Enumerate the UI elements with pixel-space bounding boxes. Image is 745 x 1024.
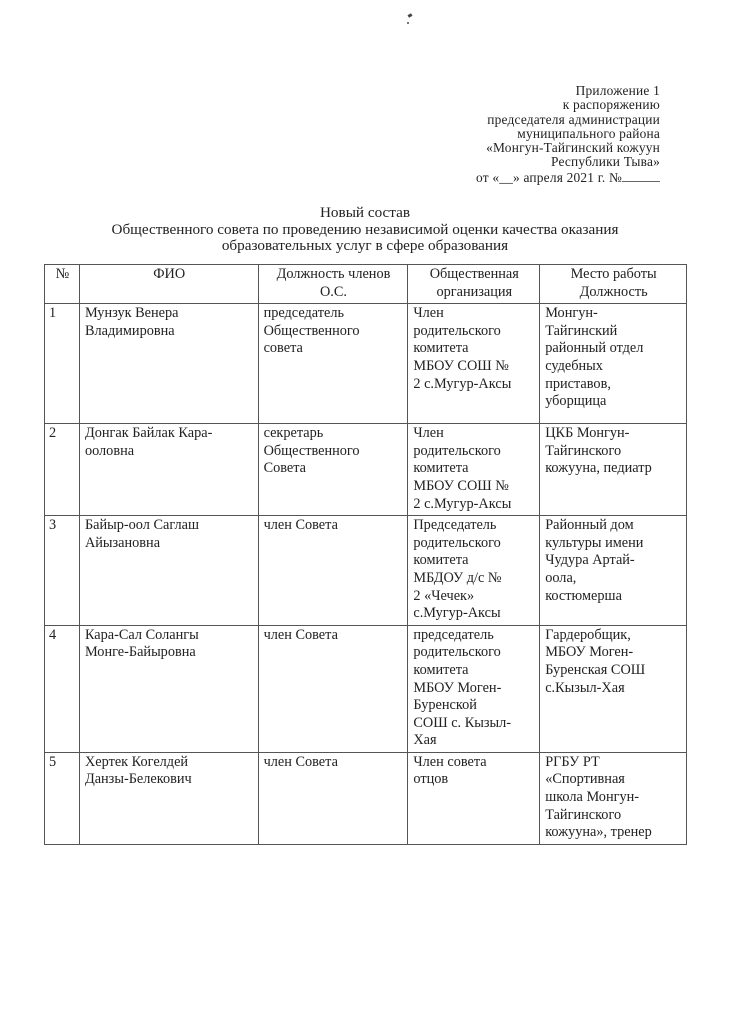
row-workplace: Гардеробщик, МБОУ Моген- Буренская СОШ с.Кызыл-Хая — [540, 625, 687, 752]
number-blank — [622, 170, 660, 182]
row-position: член Совета — [258, 516, 408, 626]
scan-speck — [407, 22, 409, 24]
row-name: Байыр-оол Саглаш Айызановна — [79, 516, 258, 626]
row-name: Кара-Сал Солангы Монге-Байыровна — [79, 625, 258, 752]
row-number: 2 — [45, 424, 80, 516]
council-members-table — [44, 264, 687, 845]
row-organization: Член родительского комитета МБОУ СОШ № 2 с.Мугур-Аксы — [408, 424, 540, 516]
scan-speck — [408, 13, 413, 18]
row-organization: председатель родительского комитета МБОУ Моген- Буренской СОШ с. Кызыл- Хая — [408, 625, 540, 752]
title-line-2: Общественного совета по проведению независимой оценки качества оказания — [111, 220, 619, 238]
row-workplace: ЦКБ Монгун- Тайгинского кожууна, педиатр — [540, 424, 687, 516]
header-number: № — [45, 265, 80, 304]
row-position: член Совета — [258, 752, 408, 844]
annex-date-text: от «__» апреля 2021 г. № — [476, 169, 622, 185]
row-organization: Член совета отцов — [408, 752, 540, 844]
annex-line: Приложение 1 — [575, 83, 660, 98]
header-organization: Общественная организация — [408, 265, 540, 304]
row-workplace: РГБУ РТ «Спортивная школа Монгун- Тайгинского кожууна», тренер — [540, 752, 687, 844]
title-line-3: образовательных услуг в сфере образования — [221, 237, 509, 254]
row-number: 1 — [45, 304, 80, 424]
row-name: Хертек Когелдей Данзы-Белекович — [79, 752, 258, 844]
row-position: член Совета — [258, 625, 408, 752]
row-organization: Председатель родительского комитета МБДОУ д/с № 2 «Чечек» с.Мугур-Аксы — [408, 516, 540, 626]
row-workplace: Монгун- Тайгинский районный отдел судебных приставов, уборщица — [540, 304, 687, 424]
title-line-1: Новый состав — [319, 204, 411, 221]
header-name: ФИО — [79, 265, 258, 304]
document-title — [44, 205, 686, 255]
annex-date-line — [476, 170, 660, 185]
table-row — [45, 304, 687, 424]
annex-line: муниципального района — [517, 125, 660, 141]
table-row — [45, 625, 687, 752]
row-organization: Член родительского комитета МБОУ СОШ № 2 с.Мугур-Аксы — [408, 304, 540, 424]
row-name: Мунзук Венера Владимировна — [79, 304, 258, 424]
table-header-row — [45, 265, 687, 304]
table-row — [45, 752, 687, 844]
row-position: председатель Общественного совета — [258, 304, 408, 424]
table-row — [45, 516, 687, 626]
annex-line: Республики Тыва» — [550, 154, 660, 170]
table-row — [45, 424, 687, 516]
row-workplace: Районный дом культуры имени Чудура Артай- oола, костюмерша — [540, 516, 687, 626]
row-name: Донгак Байлак Кара- ооловна — [79, 424, 258, 516]
annex-line: председателя администрации — [487, 111, 660, 127]
annex-line: к распоряжению — [562, 97, 660, 113]
row-position: секретарь Общественного Совета — [258, 424, 408, 516]
row-number: 3 — [45, 516, 80, 626]
row-number: 5 — [45, 752, 80, 844]
header-position: Должность членов О.С. — [258, 265, 408, 304]
header-workplace: Место работы Должность — [540, 265, 687, 304]
annex-line: «Монгун-Тайгинский кожуун — [486, 140, 660, 156]
row-number: 4 — [45, 625, 80, 752]
annex-header — [476, 84, 660, 185]
